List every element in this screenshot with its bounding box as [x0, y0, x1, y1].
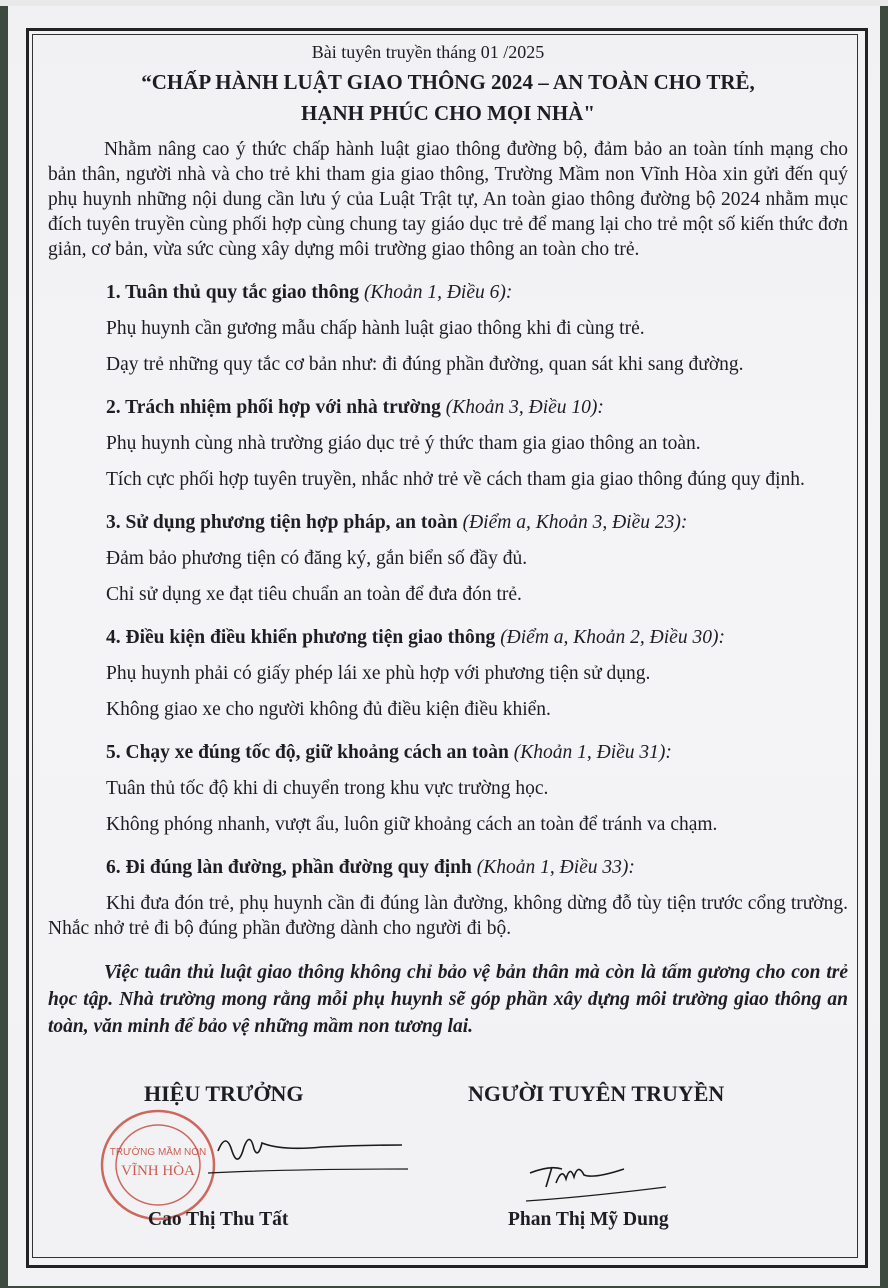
section-reference: (Điểm a, Khoản 2, Điều 30):	[500, 627, 725, 648]
section-5	[48, 740, 848, 837]
section-heading-text: 1. Tuân thủ quy tắc giao thông	[106, 282, 364, 303]
section-reference: (Khoản 3, Điều 10):	[445, 397, 604, 418]
title-line-1: “CHẤP HÀNH LUẬT GIAO THÔNG 2024 – AN TOÀN CHO TRẺ,	[141, 70, 755, 94]
section-2	[48, 395, 848, 492]
section-heading-text: 4. Điều kiện điều khiển phương tiện giao thông	[106, 627, 501, 648]
section-line: Dạy trẻ những quy tắc cơ bản như: đi đúng phần đường, quan sát khi sang đường.	[106, 354, 744, 375]
section-heading	[48, 280, 848, 305]
signature-block	[48, 1081, 848, 1231]
section-heading-text: 2. Trách nhiệm phối hợp với nhà trường	[106, 397, 446, 418]
section-3	[48, 510, 848, 607]
section-4	[48, 625, 848, 722]
section-heading-text: 3. Sử dụng phương tiện hợp pháp, an toàn	[106, 512, 463, 533]
principal-signature	[208, 1121, 408, 1181]
section-reference: (Khoản 1, Điều 6):	[363, 282, 513, 303]
section-reference: (Khoản 1, Điều 31):	[513, 742, 672, 763]
closing-paragraph: Việc tuân thủ luật giao thông không chỉ bảo vệ bản thân mà còn là tấm gương cho con trẻ học tập. Nhà trường mong rằng mỗi phụ huynh sẽ góp phần xây dựng môi trường giao thông an toàn, văn minh để bảo vệ những mầm non tương lai.	[48, 962, 848, 1037]
section-line: Không giao xe cho người không đủ điều kiện điều khiển.	[106, 699, 551, 720]
section-heading	[48, 855, 848, 880]
principal-name: Cao Thị Thu Tất	[148, 1209, 289, 1230]
section-1	[48, 280, 848, 377]
propagandist-signature	[526, 1153, 676, 1213]
stamp-school-text: TRƯỜNG MẦM NON	[109, 1147, 207, 1158]
section-heading-text: 5. Chạy xe đúng tốc độ, giữ khoảng cách an toàn	[106, 742, 514, 763]
section-line: Phụ huynh phải có giấy phép lái xe phù hợp với phương tiện sử dụng.	[106, 663, 651, 684]
principal-title: HIỆU TRƯỞNG	[144, 1081, 304, 1106]
document-page	[8, 6, 880, 1286]
section-line: Tuân thủ tốc độ khi di chuyển trong khu vực trường học.	[106, 778, 549, 799]
propagandist-name: Phan Thị Mỹ Dung	[508, 1209, 669, 1230]
section-line: Khi đưa đón trẻ, phụ huynh cần đi đúng làn đường, không dừng đỗ tùy tiện trước cổng trường. Nhắc nhở trẻ đi bộ đúng phần đường dành cho người đi bộ.	[48, 893, 848, 939]
document-title	[48, 67, 848, 129]
section-line: Chỉ sử dụng xe đạt tiêu chuẩn an toàn để đưa đón trẻ.	[106, 584, 522, 605]
section-heading	[48, 395, 848, 420]
issue-line: Bài tuyên truyền tháng 01 /2025	[311, 42, 545, 62]
section-heading	[48, 625, 848, 650]
section-reference: (Điểm a, Khoản 3, Điều 23):	[462, 512, 688, 533]
stamp-place-text: VĨNH HÒA	[121, 1163, 195, 1179]
section-heading-text: 6. Đi đúng làn đường, phần đường quy định	[106, 857, 477, 878]
section-line: Không phóng nhanh, vượt ẩu, luôn giữ khoảng cách an toàn để tránh va chạm.	[106, 814, 718, 835]
section-heading	[48, 740, 848, 765]
section-line: Phụ huynh cùng nhà trường giáo dục trẻ ý thức tham gia giao thông an toàn.	[106, 433, 701, 454]
section-line: Đảm bảo phương tiện có đăng ký, gắn biển số đầy đủ.	[106, 548, 528, 569]
section-line: Tích cực phối hợp tuyên truyền, nhắc nhở trẻ về cách tham gia giao thông đúng quy định.	[106, 469, 805, 490]
section-heading	[48, 510, 848, 535]
intro-paragraph: Nhằm nâng cao ý thức chấp hành luật giao thông đường bộ, đảm bảo an toàn tính mạng cho bản thân, người nhà và cho trẻ khi tham gia giao thông, Trường Mầm non Vĩnh Hòa xin gửi đến quý phụ huynh những nội dung cần lưu ý của Luật Trật tự, An toàn giao thông đường bộ 2024 nhằm mục đích tuyên truyền cùng phối hợp cùng chung tay giáo dục trẻ để mang lại cho trẻ một số kiến thức đơn giản, cơ bản, vừa sức cùng xây dựng môi trường giao thông an toàn cho trẻ.	[48, 139, 848, 260]
section-reference: (Khoản 1, Điều 33):	[476, 857, 635, 878]
section-6	[48, 855, 848, 941]
title-line-2: HẠNH PHÚC CHO MỌI NHÀ"	[301, 101, 595, 125]
section-line: Phụ huynh cần gương mẫu chấp hành luật giao thông khi đi cùng trẻ.	[106, 318, 645, 339]
propagandist-title: NGƯỜI TUYÊN TRUYỀN	[468, 1081, 725, 1106]
document-content	[48, 38, 848, 1040]
